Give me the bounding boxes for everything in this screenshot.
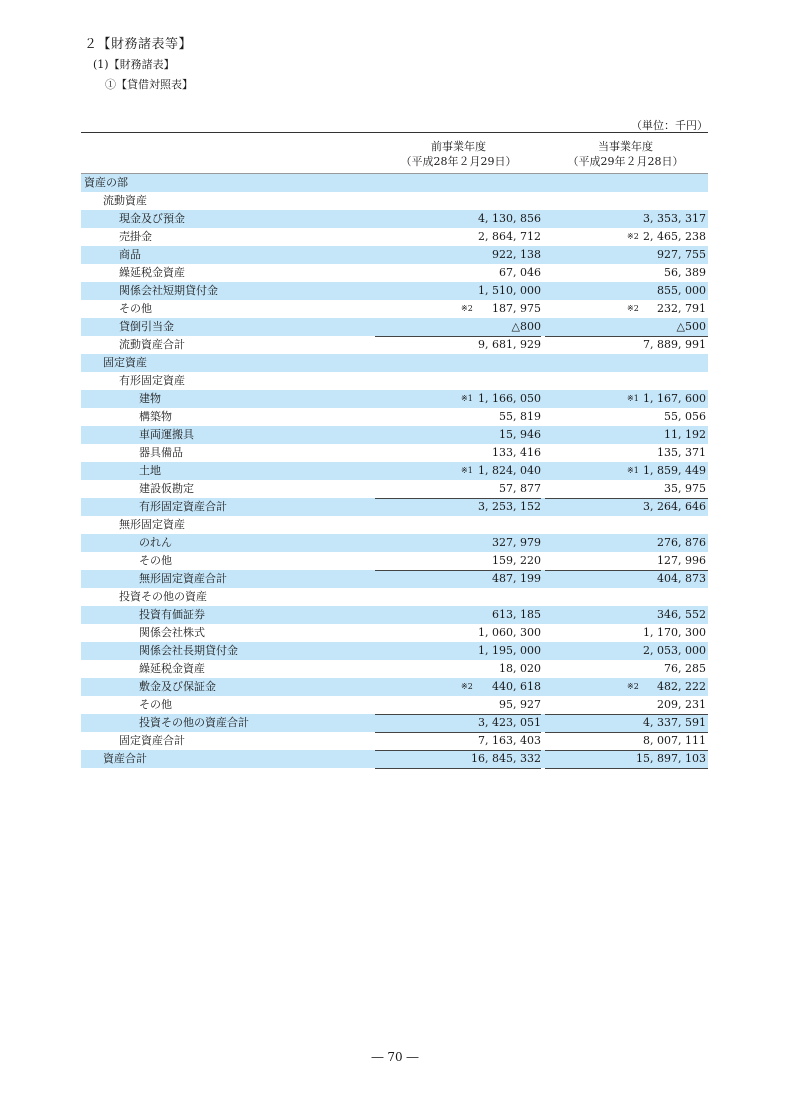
- table-row: [81, 534, 708, 552]
- value-curr-year: 1, 167, 600: [643, 392, 706, 405]
- value-curr-year: 15, 897, 103: [636, 752, 706, 765]
- table-row: [81, 498, 708, 516]
- column-header-prev-year: [376, 139, 541, 169]
- row-label: 流動資産: [103, 194, 147, 207]
- table-row: [81, 516, 708, 534]
- row-label: その他: [139, 554, 172, 567]
- value-curr-year: 276, 876: [657, 536, 706, 549]
- note-ref-curr: ※2: [627, 304, 639, 313]
- balance-sheet-table: [81, 174, 708, 768]
- statement-heading: ①【貸借対照表】: [105, 78, 193, 91]
- row-label: のれん: [139, 536, 172, 549]
- row-label: 有形固定資産合計: [139, 500, 227, 513]
- table-row: [81, 300, 708, 318]
- row-label: 投資その他の資産: [119, 590, 207, 603]
- value-curr-year: 346, 552: [657, 608, 706, 621]
- value-curr-year: 55, 056: [664, 410, 706, 423]
- value-prev-year: 15, 946: [499, 428, 541, 441]
- table-row: [81, 246, 708, 264]
- note-ref-curr: ※1: [627, 394, 639, 403]
- row-label: 関係会社長期貸付金: [139, 644, 238, 657]
- table-row: [81, 174, 708, 192]
- table-row: [81, 588, 708, 606]
- row-label: 建設仮勘定: [139, 482, 194, 495]
- value-prev-year: 487, 199: [492, 572, 541, 585]
- row-label: 関係会社株式: [139, 626, 205, 639]
- value-prev-year: 4, 130, 856: [478, 212, 541, 225]
- table-row: [81, 390, 708, 408]
- page-number: ― 70 ―: [371, 1050, 419, 1064]
- value-prev-year: 67, 046: [499, 266, 541, 279]
- value-prev-year: 133, 416: [492, 446, 541, 459]
- column-date: （平成28年２月29日）: [400, 155, 517, 168]
- note-ref-prev: ※2: [461, 682, 473, 691]
- row-label: 貸倒引当金: [119, 320, 174, 333]
- table-row: [81, 354, 708, 372]
- value-prev-year: 613, 185: [492, 608, 541, 621]
- note-ref-curr: ※2: [627, 682, 639, 691]
- table-row: [81, 732, 708, 750]
- row-label: 車両運搬具: [139, 428, 194, 441]
- table-row: [81, 462, 708, 480]
- row-label: 有形固定資産: [119, 374, 185, 387]
- value-prev-year: 327, 979: [492, 536, 541, 549]
- column-date: （平成29年２月28日）: [567, 155, 684, 168]
- value-curr-year: 127, 996: [657, 554, 706, 567]
- table-row: [81, 480, 708, 498]
- table-row: [81, 282, 708, 300]
- row-label: 繰延税金資産: [119, 266, 185, 279]
- row-label: 資産合計: [103, 752, 147, 765]
- table-row: [81, 714, 708, 732]
- value-curr-year: 3, 353, 317: [643, 212, 706, 225]
- row-label: 構築物: [139, 410, 172, 423]
- value-curr-year: 2, 053, 000: [643, 644, 706, 657]
- value-curr-year: 482, 222: [657, 680, 706, 693]
- row-label: 敷金及び保証金: [139, 680, 216, 693]
- table-row: [81, 624, 708, 642]
- table-row: [81, 606, 708, 624]
- value-prev-year: 1, 824, 040: [478, 464, 541, 477]
- table-top-rule: [81, 132, 708, 133]
- table-row: [81, 678, 708, 696]
- table-row: [81, 444, 708, 462]
- value-curr-year: 209, 231: [657, 698, 706, 711]
- value-curr-year: 7, 889, 991: [643, 338, 706, 351]
- note-ref-prev: ※2: [461, 304, 473, 313]
- value-curr-year: 135, 371: [657, 446, 706, 459]
- value-curr-year: 1, 170, 300: [643, 626, 706, 639]
- value-prev-year: 1, 166, 050: [478, 392, 541, 405]
- column-header-curr-year: [543, 139, 708, 169]
- row-label: 繰延税金資産: [139, 662, 205, 675]
- value-curr-year: 56, 389: [664, 266, 706, 279]
- table-row: [81, 318, 708, 336]
- table-row: [81, 660, 708, 678]
- value-prev-year: 922, 138: [492, 248, 541, 261]
- value-curr-year: 11, 192: [664, 428, 706, 441]
- section-heading: ２【財務諸表等】: [84, 37, 193, 52]
- table-row: [81, 264, 708, 282]
- table-row: [81, 750, 708, 768]
- value-curr-year: 1, 859, 449: [643, 464, 706, 477]
- note-ref-prev: ※1: [461, 394, 473, 403]
- table-row: [81, 372, 708, 390]
- value-curr-year: 2, 465, 238: [643, 230, 706, 243]
- value-curr-year: 76, 285: [664, 662, 706, 675]
- value-prev-year: 95, 927: [499, 698, 541, 711]
- value-prev-year: 7, 163, 403: [478, 734, 541, 747]
- value-curr-year: 855, 000: [657, 284, 706, 297]
- total-underline: [375, 768, 541, 769]
- value-prev-year: 3, 423, 051: [478, 716, 541, 729]
- row-label: 売掛金: [119, 230, 152, 243]
- table-row: [81, 192, 708, 210]
- value-prev-year: 1, 195, 000: [478, 644, 541, 657]
- value-curr-year: 404, 873: [657, 572, 706, 585]
- value-prev-year: 159, 220: [492, 554, 541, 567]
- value-prev-year: 55, 819: [499, 410, 541, 423]
- unit-label: （単位：千円）: [631, 119, 708, 132]
- table-row: [81, 696, 708, 714]
- row-label: その他: [139, 698, 172, 711]
- column-title: 前事業年度: [431, 140, 486, 153]
- value-prev-year: △800: [511, 320, 541, 333]
- subsection-heading: (1)【財務諸表】: [93, 58, 175, 71]
- column-title: 当事業年度: [598, 140, 653, 153]
- table-row: [81, 642, 708, 660]
- row-label: 関係会社短期貸付金: [119, 284, 218, 297]
- value-prev-year: 16, 845, 332: [471, 752, 541, 765]
- row-label: 現金及び預金: [119, 212, 185, 225]
- value-curr-year: 927, 755: [657, 248, 706, 261]
- value-prev-year: 440, 618: [492, 680, 541, 693]
- table-row: [81, 426, 708, 444]
- row-label: 流動資産合計: [119, 338, 185, 351]
- table-row: [81, 570, 708, 588]
- table-row: [81, 336, 708, 354]
- value-prev-year: 9, 681, 929: [478, 338, 541, 351]
- row-label: 土地: [139, 464, 161, 477]
- row-label: 投資その他の資産合計: [139, 716, 249, 729]
- row-label: 商品: [119, 248, 141, 261]
- row-label: 無形固定資産合計: [139, 572, 227, 585]
- row-label: 無形固定資産: [119, 518, 185, 531]
- value-curr-year: 4, 337, 591: [643, 716, 706, 729]
- note-ref-curr: ※1: [627, 466, 639, 475]
- row-label: 資産の部: [84, 176, 128, 189]
- value-curr-year: 8, 007, 111: [643, 734, 706, 747]
- value-prev-year: 1, 060, 300: [478, 626, 541, 639]
- value-curr-year: △500: [676, 320, 706, 333]
- value-prev-year: 18, 020: [499, 662, 541, 675]
- note-ref-curr: ※2: [627, 232, 639, 241]
- row-label: 固定資産合計: [119, 734, 185, 747]
- row-label: その他: [119, 302, 152, 315]
- note-ref-prev: ※1: [461, 466, 473, 475]
- row-label: 建物: [139, 392, 161, 405]
- row-label: 器具備品: [139, 446, 183, 459]
- total-underline: [545, 768, 708, 769]
- value-curr-year: 3, 264, 646: [643, 500, 706, 513]
- value-prev-year: 3, 253, 152: [478, 500, 541, 513]
- row-label: 投資有価証券: [139, 608, 205, 621]
- value-curr-year: 232, 791: [657, 302, 706, 315]
- value-prev-year: 187, 975: [492, 302, 541, 315]
- value-prev-year: 2, 864, 712: [478, 230, 541, 243]
- table-row: [81, 408, 708, 426]
- row-label: 固定資産: [103, 356, 147, 369]
- value-prev-year: 57, 877: [499, 482, 541, 495]
- table-row: [81, 228, 708, 246]
- table-row: [81, 210, 708, 228]
- value-prev-year: 1, 510, 000: [478, 284, 541, 297]
- value-curr-year: 35, 975: [664, 482, 706, 495]
- table-row: [81, 552, 708, 570]
